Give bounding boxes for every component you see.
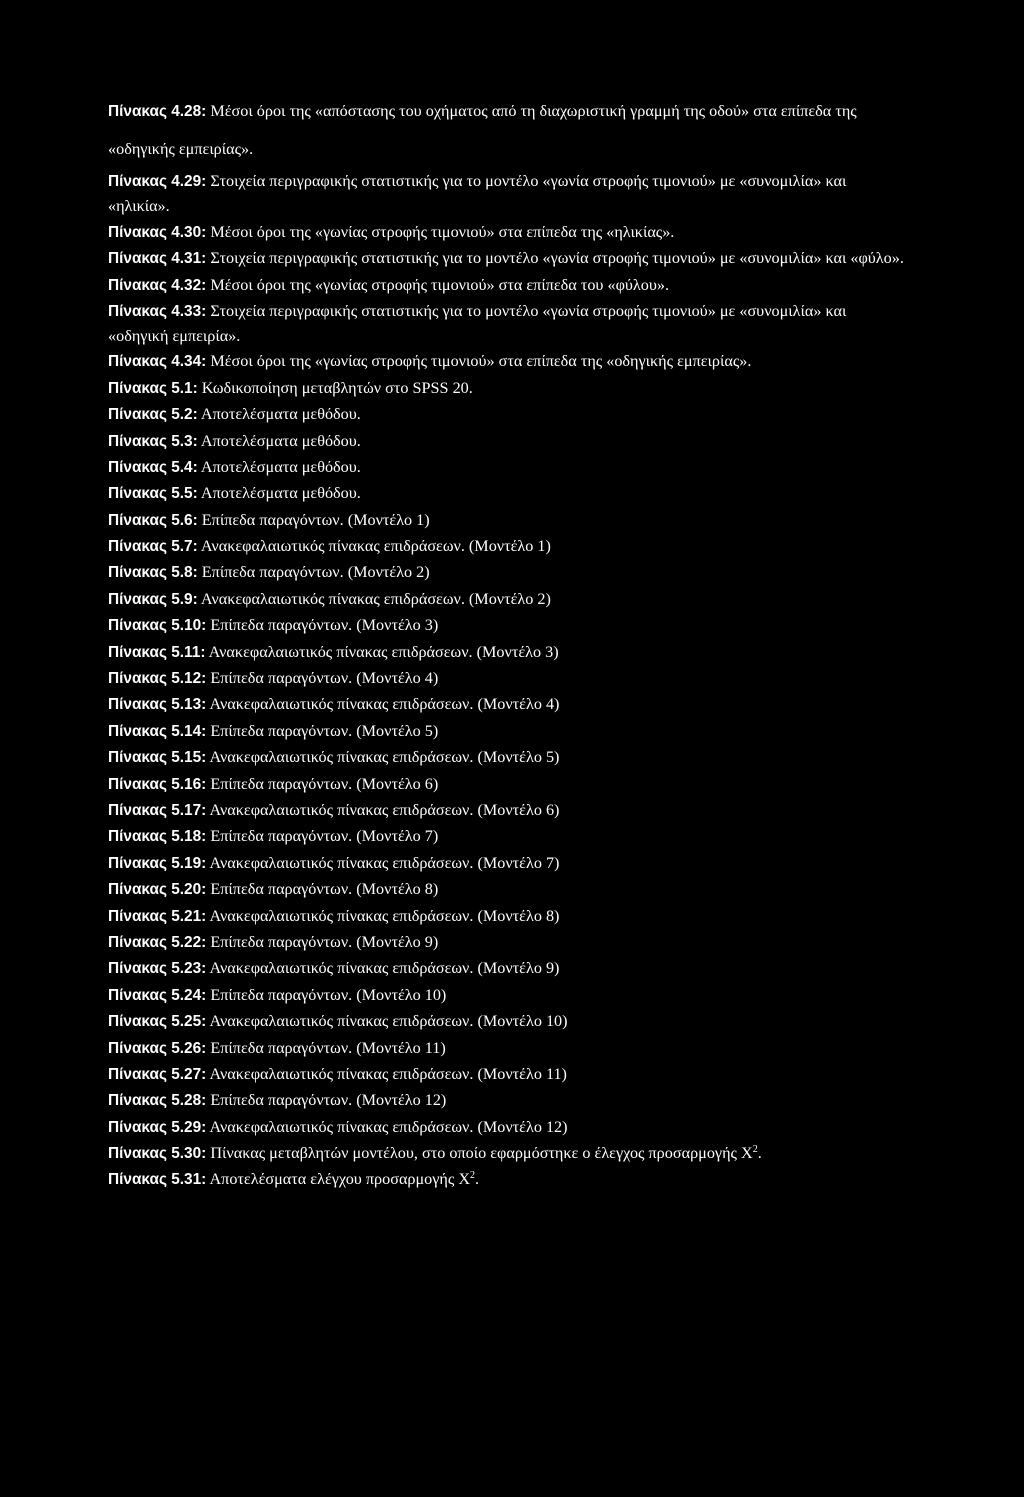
table-list-entry xyxy=(108,930,908,955)
table-caption: Στοιχεία περιγραφικής στατιστικής για το μοντέλο «γωνία στροφής τιμονιού» με «συνομιλία» και «οδηγική εμπειρία». xyxy=(108,301,847,345)
table-list-entry xyxy=(108,904,908,929)
table-label: Πίνακας 4.33: xyxy=(108,302,207,320)
table-list-entry xyxy=(108,402,908,427)
table-caption: Στοιχεία περιγραφικής στατιστικής για το μοντέλο «γωνία στροφής τιμονιού» με «συνομιλία» και «ηλικία». xyxy=(108,172,847,216)
table-list-entry xyxy=(108,851,908,876)
table-label: Πίνακας 5.10: xyxy=(108,617,207,635)
table-list-entry xyxy=(108,1115,908,1140)
table-label: Πίνακας 5.25: xyxy=(108,1013,207,1031)
table-label: Πίνακας 5.28: xyxy=(108,1092,207,1110)
table-label: Πίνακας 5.6: xyxy=(108,511,198,529)
table-label: Πίνακας 5.20: xyxy=(108,881,207,899)
table-label: Πίνακας 5.5: xyxy=(108,485,198,503)
table-label: Πίνακας 5.16: xyxy=(108,775,207,793)
table-list-entry xyxy=(108,956,908,981)
table-list-entry xyxy=(108,1036,908,1061)
table-label: Πίνακας 5.23: xyxy=(108,960,207,978)
table-list-entry xyxy=(108,745,908,770)
table-list-entry xyxy=(108,692,908,717)
table-label: Πίνακας 5.27: xyxy=(108,1065,207,1083)
table-label: Πίνακας 5.14: xyxy=(108,722,207,740)
table-caption: Αποτελέσματα ελέγχου προσαρμογής Χ xyxy=(209,1170,471,1189)
table-caption: Επίπεδα παραγόντων. (Μοντέλο 1) xyxy=(201,510,430,529)
table-list-entry xyxy=(108,349,908,374)
table-label: Πίνακας 5.7: xyxy=(108,538,198,556)
table-list-entry xyxy=(108,299,908,348)
table-list-entry xyxy=(108,508,908,533)
table-list-entry xyxy=(108,666,908,691)
table-list-entry xyxy=(108,376,908,401)
table-caption: Επίπεδα παραγόντων. (Μοντέλο 7) xyxy=(210,827,439,846)
table-list-entry xyxy=(108,798,908,823)
table-caption: Κωδικοποίηση μεταβλητών στο SPSS 20. xyxy=(201,378,473,397)
table-caption: Ανακεφαλαιωτικός πίνακας επιδράσεων. (Μοντέλο 8) xyxy=(209,906,560,925)
table-label: Πίνακας 4.32: xyxy=(108,276,207,294)
table-label: Πίνακας 5.4: xyxy=(108,458,198,476)
table-label: Πίνακας 5.22: xyxy=(108,933,207,951)
table-caption: Ανακεφαλαιωτικός πίνακας επιδράσεων. (Μοντέλο 3) xyxy=(208,642,559,661)
table-caption: Ανακεφαλαιωτικός πίνακας επιδράσεων. (Μοντέλο 11) xyxy=(209,1064,567,1083)
table-caption: Πίνακας μεταβλητών μοντέλου, στο οποίο εφαρμόστηκε ο έλεγχος προσαρμογής Χ xyxy=(210,1144,753,1163)
table-caption: Επίπεδα παραγόντων. (Μοντέλο 5) xyxy=(210,721,439,740)
table-list-entry xyxy=(108,169,908,218)
table-label: Πίνακας 5.3: xyxy=(108,432,198,450)
table-label: Πίνακας 5.29: xyxy=(108,1118,207,1136)
table-caption: Επίπεδα παραγόντων. (Μοντέλο 8) xyxy=(210,880,439,899)
caption-tail: . xyxy=(757,1144,762,1163)
table-label: Πίνακας 5.21: xyxy=(108,907,207,925)
table-list-entry xyxy=(108,824,908,849)
table-caption: Επίπεδα παραγόντων. (Μοντέλο 4) xyxy=(210,669,439,688)
table-caption: Επίπεδα παραγόντων. (Μοντέλο 6) xyxy=(210,774,439,793)
table-list-entry xyxy=(108,481,908,506)
table-label: Πίνακας 5.15: xyxy=(108,749,207,767)
table-label: Πίνακας 4.29: xyxy=(108,173,207,191)
table-caption: Επίπεδα παραγόντων. (Μοντέλο 10) xyxy=(210,985,447,1004)
table-caption: Ανακεφαλαιωτικός πίνακας επιδράσεων. (Μοντέλο 5) xyxy=(209,748,560,767)
table-caption: Επίπεδα παραγόντων. (Μοντέλο 11) xyxy=(210,1038,446,1057)
table-list-entry xyxy=(108,877,908,902)
table-label: Πίνακας 4.30: xyxy=(108,223,207,241)
table-list-entry xyxy=(108,983,908,1008)
table-list-entry xyxy=(108,1009,908,1034)
table-label: Πίνακας 5.8: xyxy=(108,564,198,582)
table-caption: Μέσοι όροι της «γωνίας στροφής τιμονιού» στα επίπεδα της «οδηγικής εμπειρίας». xyxy=(210,352,752,371)
table-caption: Ανακεφαλαιωτικός πίνακας επιδράσεων. (Μοντέλο 1) xyxy=(200,537,551,556)
table-caption: Μέσοι όροι της «γωνίας στροφής τιμονιού» στα επίπεδα του «φύλου». xyxy=(210,275,670,294)
table-list-entry xyxy=(108,613,908,638)
table-label: Πίνακας 5.12: xyxy=(108,670,207,688)
table-label: Πίνακας 5.31: xyxy=(108,1171,207,1189)
table-caption: Ανακεφαλαιωτικός πίνακας επιδράσεων. (Μοντέλο 9) xyxy=(209,959,560,978)
table-list-entry xyxy=(108,534,908,559)
table-caption: Επίπεδα παραγόντων. (Μοντέλο 12) xyxy=(210,1091,447,1110)
table-list-entry xyxy=(108,560,908,585)
table-list-entry xyxy=(108,455,908,480)
table-label: Πίνακας 5.19: xyxy=(108,854,207,872)
table-label: Πίνακας 5.9: xyxy=(108,590,198,608)
table-label: Πίνακας 5.2: xyxy=(108,406,198,424)
table-label: Πίνακας 5.18: xyxy=(108,828,207,846)
table-label: Πίνακας 5.1: xyxy=(108,379,198,397)
table-list-entry xyxy=(108,587,908,612)
table-label: Πίνακας 5.30: xyxy=(108,1145,207,1163)
table-label: Πίνακας 4.31: xyxy=(108,250,207,268)
table-caption: Αποτελέσματα μεθόδου. xyxy=(200,484,361,503)
table-caption: Επίπεδα παραγόντων. (Μοντέλο 3) xyxy=(210,616,439,635)
table-list-entry xyxy=(108,220,908,245)
table-list-entry xyxy=(108,640,908,665)
table-caption: Αποτελέσματα μεθόδου. xyxy=(200,405,361,424)
list-of-tables xyxy=(108,92,908,1194)
table-list-entry xyxy=(108,273,908,298)
superscript: 2 xyxy=(470,1170,476,1182)
table-list-entry xyxy=(108,772,908,797)
table-caption: Στοιχεία περιγραφικής στατιστικής για το μοντέλο «γωνία στροφής τιμονιού» με «συνομιλία» και «φύλο». xyxy=(210,249,904,268)
table-caption: Επίπεδα παραγόντων. (Μοντέλο 9) xyxy=(210,932,439,951)
table-list-entry xyxy=(108,92,908,168)
table-caption: Ανακεφαλαιωτικός πίνακας επιδράσεων. (Μοντέλο 12) xyxy=(209,1117,568,1136)
table-label: Πίνακας 5.17: xyxy=(108,801,207,819)
table-list-entry xyxy=(108,246,908,271)
table-list-entry xyxy=(108,429,908,454)
table-list-entry xyxy=(108,1088,908,1113)
table-list-entry xyxy=(108,1141,908,1166)
table-caption: Ανακεφαλαιωτικός πίνακας επιδράσεων. (Μοντέλο 2) xyxy=(200,589,551,608)
table-label: Πίνακας 4.34: xyxy=(108,353,207,371)
table-caption: Μέσοι όροι της «απόστασης του οχήματος από τη διαχωριστική γραμμή της οδού» στα επίπεδα της «οδηγικής εμπειρίας». xyxy=(108,102,857,158)
table-list-entry xyxy=(108,719,908,744)
superscript: 2 xyxy=(752,1144,758,1156)
table-label: Πίνακας 4.28: xyxy=(108,103,207,120)
table-label: Πίνακας 5.24: xyxy=(108,986,207,1004)
table-caption: Επίπεδα παραγόντων. (Μοντέλο 2) xyxy=(201,563,430,582)
table-list-entry xyxy=(108,1167,908,1192)
table-caption: Ανακεφαλαιωτικός πίνακας επιδράσεων. (Μοντέλο 6) xyxy=(209,800,560,819)
table-caption: Αποτελέσματα μεθόδου. xyxy=(200,431,361,450)
table-label: Πίνακας 5.26: xyxy=(108,1039,207,1057)
caption-tail: . xyxy=(475,1170,480,1189)
table-caption: Αποτελέσματα μεθόδου. xyxy=(200,457,361,476)
table-list-entry xyxy=(108,1062,908,1087)
table-caption: Ανακεφαλαιωτικός πίνακας επιδράσεων. (Μοντέλο 10) xyxy=(209,1012,568,1031)
table-caption: Ανακεφαλαιωτικός πίνακας επιδράσεων. (Μοντέλο 7) xyxy=(209,853,560,872)
table-label: Πίνακας 5.11: xyxy=(108,643,206,661)
table-caption: Μέσοι όροι της «γωνίας στροφής τιμονιού» στα επίπεδα της «ηλικίας». xyxy=(210,222,675,241)
table-caption: Ανακεφαλαιωτικός πίνακας επιδράσεων. (Μοντέλο 4) xyxy=(209,695,560,714)
table-label: Πίνακας 5.13: xyxy=(108,696,207,714)
